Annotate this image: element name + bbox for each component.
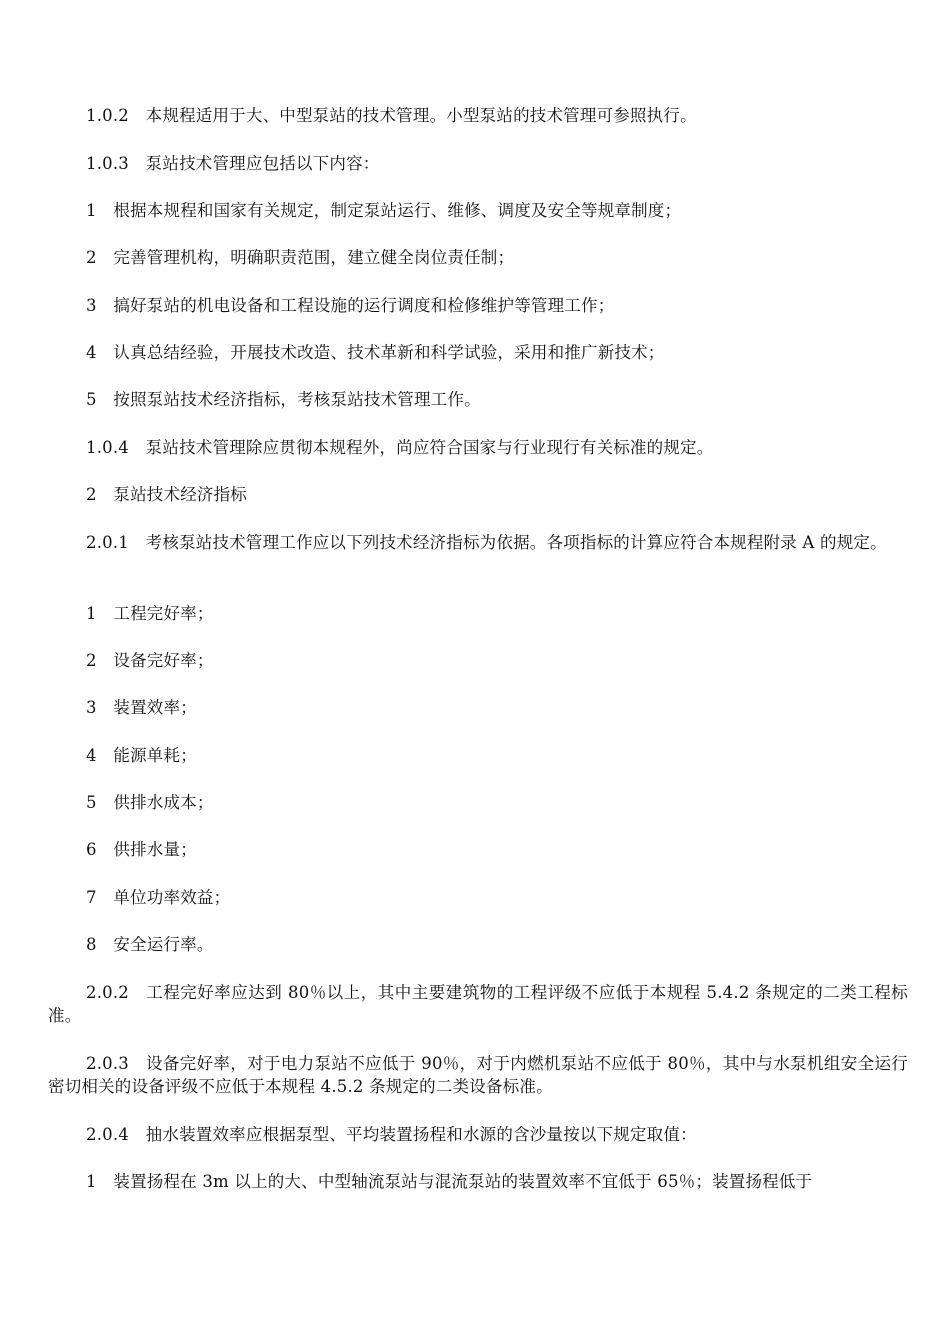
indicator-item-7: 7 单位功率效益； xyxy=(86,888,231,907)
list-item-3: 3 搞好泵站的机电设备和工程设施的运行调度和检修维护等管理工作； xyxy=(86,296,615,315)
indicator-item-6: 6 供排水量； xyxy=(86,840,197,859)
indicator-item-2: 2 设备完好率； xyxy=(86,651,214,670)
clause-2-0-4: 2.0.4 抽水装置效率应根据泵型、平均装置扬程和水源的含沙量按以下规定取值： xyxy=(86,1125,697,1144)
indicator-item-3: 3 装置效率； xyxy=(86,698,197,717)
clause-2-0-1: 2.0.1 考核泵站技术管理工作应以下列技术经济指标为依据。各项指标的计算应符合本规程附录 A 的规定。 xyxy=(86,533,887,552)
clause-2-0-2: 2.0.2 工程完好率应达到 80％以上，其中主要建筑物的工程评级不应低于本规程 5.4.2 条规定的二类工程标准。 xyxy=(48,983,908,1025)
indicator-item-1: 1 工程完好率； xyxy=(86,604,214,623)
list-item-5: 5 按照泵站技术经济指标，考核泵站技术管理工作。 xyxy=(86,390,481,409)
clause-1-0-2: 1.0.2 本规程适用于大、中型泵站的技术管理。小型泵站的技术管理可参照执行。 xyxy=(86,106,697,125)
list-item-1: 1 根据本规程和国家有关规定，制定泵站运行、维修、调度及安全等规章制度； xyxy=(86,201,682,220)
indicator-item-4: 4 能源单耗； xyxy=(86,746,197,765)
indicator-item-8: 8 安全运行率。 xyxy=(86,935,214,954)
clause-1-0-4: 1.0.4 泵站技术管理除应贯彻本规程外，尚应符合国家与行业现行有关标准的规定。 xyxy=(86,438,714,457)
section-heading-2: 2 泵站技术经济指标 xyxy=(86,485,247,504)
clause-2-0-3: 2.0.3 设备完好率，对于电力泵站不应低于 90％，对于内燃机泵站不应低于 80％，其中与水泵机组安全运行密切相关的设备评级不应低于本规程 4.5.2 条规定的二类设备标准。 xyxy=(48,1054,908,1096)
indicator-item-5: 5 供排水成本； xyxy=(86,793,214,812)
list-item-2: 2 完善管理机构，明确职责范围，建立健全岗位责任制； xyxy=(86,248,515,267)
clause-1-0-3: 1.0.3 泵站技术管理应包括以下内容： xyxy=(86,154,380,173)
list-item-4: 4 认真总结经验，开展技术改造、技术革新和科学试验，采用和推广新技术； xyxy=(86,343,665,362)
clause-2-0-4-item-1: 1 装置扬程在 3m 以上的大、中型轴流泵站与混流泵站的装置效率不宜低于 65％；装置扬程低于 xyxy=(86,1172,813,1191)
